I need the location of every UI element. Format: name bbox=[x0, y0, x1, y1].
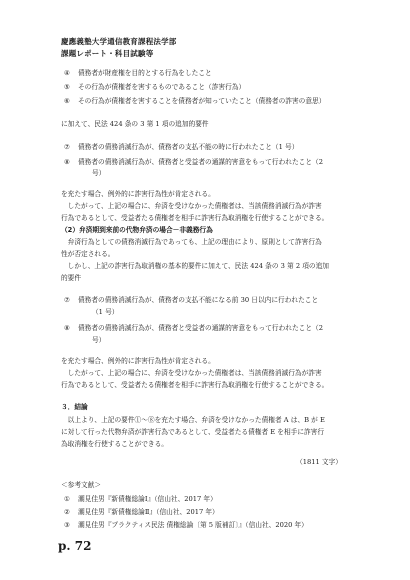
page-number: p. 72 bbox=[58, 539, 92, 553]
reference-item: ③ 潮見佳男『プラクティス民法 債権総論〔第 5 版補訂〕』（信山社、2020 年） bbox=[64, 521, 308, 529]
reference-item: ② 潮見佳男『新債権総論Ⅱ』（信山社、2017 年） bbox=[64, 508, 219, 516]
paragraph-line: 的要件 bbox=[61, 274, 82, 282]
paragraph-line: 性が否定される。 bbox=[61, 250, 115, 258]
paragraph-line: に対して行った代物弁済が詐害行為であるとして、受益者たる債権者 E を相手に詐害行 bbox=[61, 428, 325, 436]
header-university: 慶應義塾大学通信教育課程法学部 bbox=[61, 37, 177, 46]
paragraph-line: したがって、上記の場合に、弁済を受けなかった債権者は、当該債務消滅行為が詐害 bbox=[61, 202, 322, 210]
paragraph-line: を充たす場合、例外的に詐害行為性が肯定される。 bbox=[61, 357, 215, 365]
paragraph-line: 行為であるとして、受益者たる債権者を相手に詐害行為取消権を行使することができる。 bbox=[61, 214, 329, 222]
list-item: ⑧ 債務者の債務消滅行為が、債務者と受益者の通謀的害意をもって行われたこと（2 bbox=[64, 324, 324, 332]
references-heading: ＜参考文献＞ bbox=[61, 481, 102, 489]
paragraph-line: を充たす場合、例外的に詐害行為性が肯定される。 bbox=[61, 190, 215, 198]
list-item: ④ 債務者が財産権を目的とする行為をしたこと bbox=[64, 69, 212, 77]
section-heading: （2）弁済期到来前の代物弁済の場合－非義務行為 bbox=[61, 226, 213, 234]
section-heading: ３．結論 bbox=[61, 403, 88, 411]
list-item: ⑥ その行為が債権者を害することを債務者が知っていたこと（債務者の詐害の意思） bbox=[64, 97, 326, 105]
paragraph-line: しかし、上記の詐害行為取消権の基本的要件に加えて、民法 424 条の 3 第 2 項の追加 bbox=[61, 262, 329, 270]
header-course: 課題レポート・科目試験等 bbox=[61, 49, 154, 58]
paragraph-line: 弁済行為としての債務消滅行為であっても、上記の理由により、原則として詐害行為 bbox=[61, 238, 322, 246]
list-item-continuation: 号） bbox=[92, 336, 106, 344]
paragraph-line: したがって、上記の場合に、弁済を受けなかった債権者は、当該債務消滅行為が詐害 bbox=[61, 369, 322, 377]
list-item: ⑤ その行為が債権者を害するものであること（詐害行為） bbox=[64, 83, 246, 91]
paragraph-line: 為取消権を行使することができる。 bbox=[61, 440, 168, 448]
list-item: ⑧ 債務者の債務消滅行為が、債務者と受益者の通謀的害意をもって行われたこと（2 bbox=[64, 158, 324, 166]
list-item-continuation: （1 号） bbox=[92, 308, 119, 316]
paragraph-line: 行為であるとして、受益者たる債権者を相手に詐害行為取消権を行使することができる。 bbox=[61, 381, 329, 389]
list-item: ⑦ 債務者の債務消滅行為が、債務者の支払不能の時に行われたこと（1 号） bbox=[64, 143, 299, 151]
list-item: ⑦ 債務者の債務消滅行為が、債務者の支払不能になる前 30 日以内に行われたこと bbox=[64, 296, 319, 304]
reference-item: ① 潮見佳男『新債権総論Ⅰ』（信山社、2017 年） bbox=[64, 495, 217, 503]
word-count: （1811 文字） bbox=[296, 458, 342, 466]
list-item-continuation: 号） bbox=[92, 169, 106, 177]
paragraph-line: 以上より、上記の要件①～⑧を充たす場合、弁済を受けなかった債権者 A は、B が E bbox=[61, 416, 325, 424]
paragraph-line: に加えて、民法 424 条の 3 第 1 項の追加的要件 bbox=[61, 120, 209, 128]
